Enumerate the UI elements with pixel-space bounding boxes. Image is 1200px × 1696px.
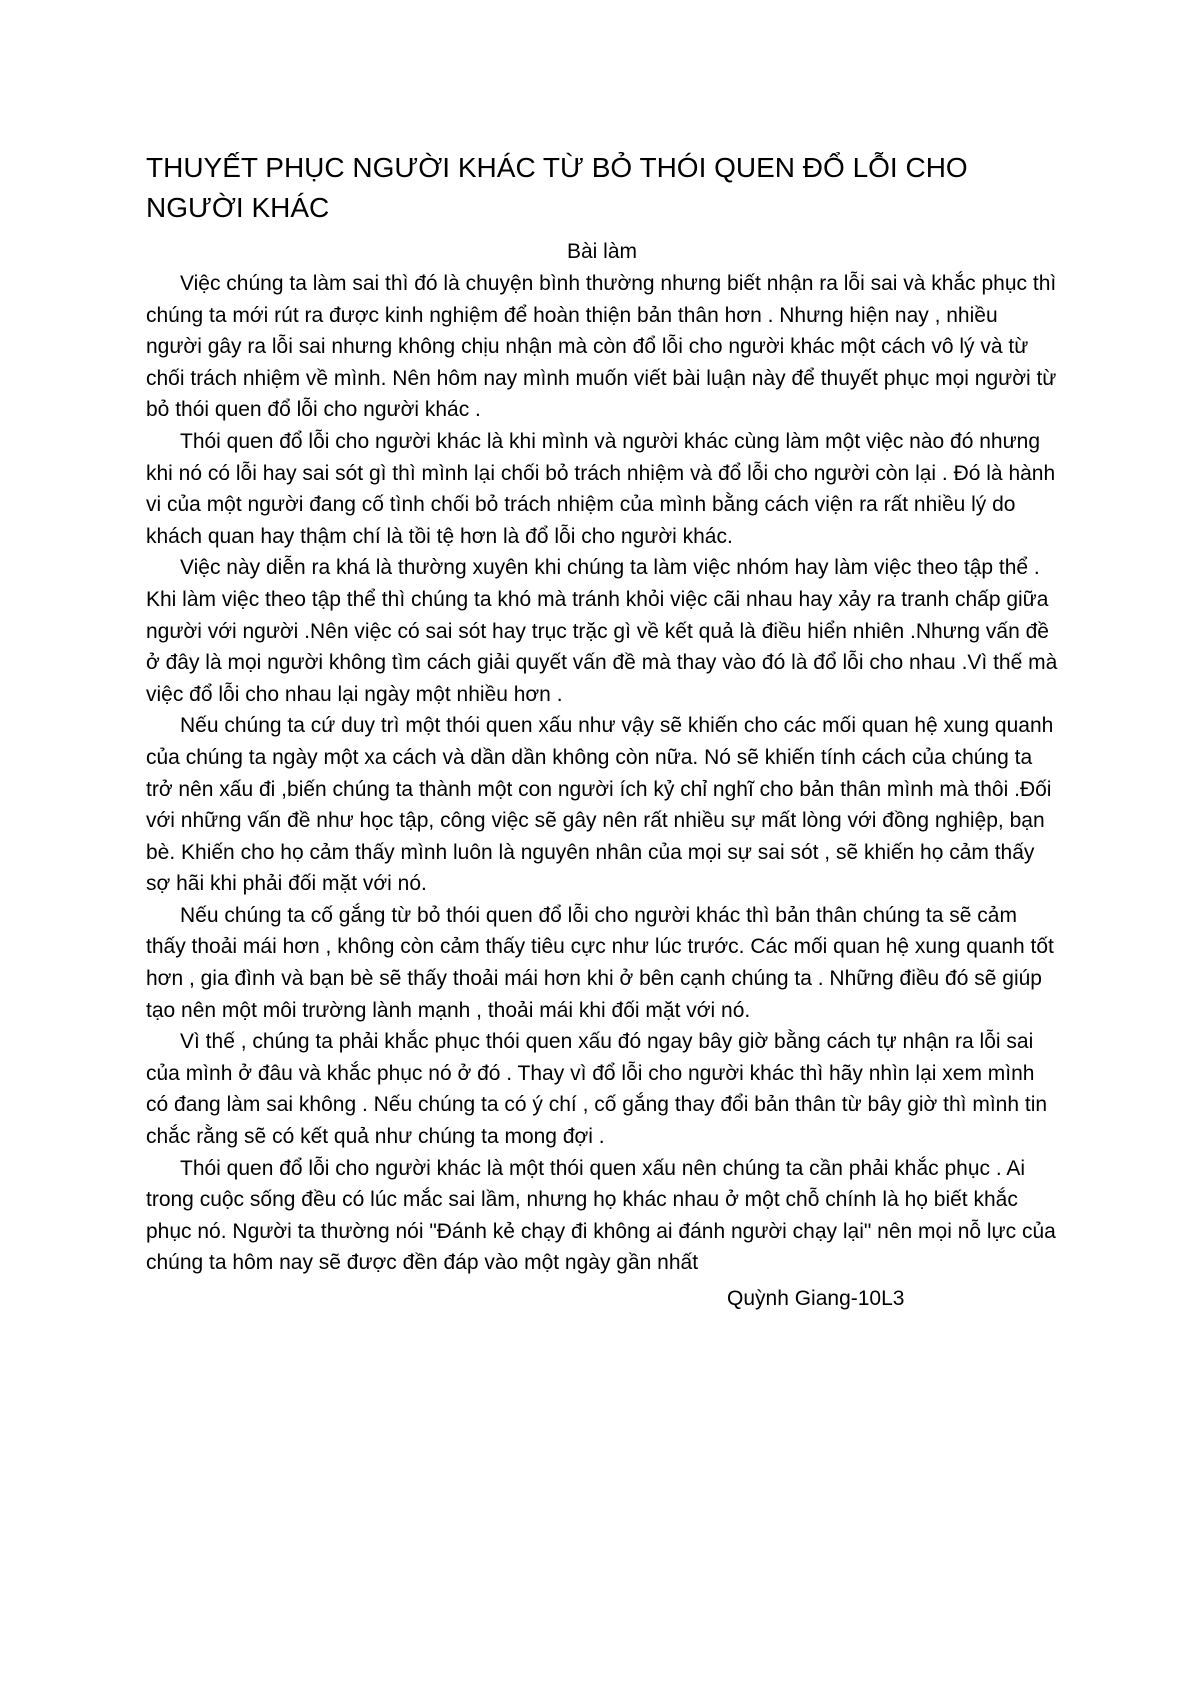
document-title: THUYẾT PHỤC NGƯỜI KHÁC TỪ BỎ THÓI QUEN ĐỔ LỖI CHO NGƯỜI KHÁC — [146, 152, 968, 223]
paragraph-consequences: Nếu chúng ta cứ duy trì một thói quen xấu như vậy sẽ khiến cho các mối quan hệ xung quanh của chúng ta ngày một xa cách và dần dần không còn nữa. Nó sẽ khiến tính cách của chúng ta trở nên xấu đi ,biến chúng ta thành một con người ích kỷ chỉ nghĩ cho bản thân mình mà thôi .Đối với những vấn đề như học tập, công việc sẽ gây nên rất nhiều sự mất lòng với đồng nghiệp, bạn bè. Khiến cho họ cảm thấy mình luôn là nguyên nhân của mọi sự sai sót , sẽ khiến họ cảm thấy sợ hãi khi phải đối mặt với nó. — [146, 714, 1054, 896]
document-subtitle: Bài làm — [566, 240, 638, 263]
paragraph-context: Việc này diễn ra khá là thường xuyên khi chúng ta làm việc nhóm hay làm việc theo tập thể . Khi làm việc theo tập thể thì chúng ta khó mà tránh khỏi việc cãi nhau hay xảy ra tranh chấp giữa người với người .Nên việc có sai sót hay trục trặc gì về kết quả là điều hiển nhiên .Nhưng vấn đề ở đây là mọi người không tìm cách giải quyết vấn đề mà thay vào đó là đổ lỗi cho nhau .Vì thế mà việc đổ lỗi cho nhau lại ngày một nhiều hơn . — [146, 556, 1058, 706]
paragraph-solution: Vì thế , chúng ta phải khắc phục thói quen xấu đó ngay bây giờ bằng cách tự nhận ra lỗi sai của mình ở đâu và khắc phục nó ở đó . Thay vì đổ lỗi cho người khác thì hãy nhìn lại xem mình có đang làm sai không . Nếu chúng ta có ý chí , cố gắng thay đổi bản thân từ bây giờ thì mình tin chắc rằng sẽ có kết quả như chúng ta mong đợi . — [146, 1030, 1048, 1149]
paragraph-benefits: Nếu chúng ta cố gắng từ bỏ thói quen đổ lỗi cho người khác thì bản thân chúng ta sẽ cảm thấy thoải mái hơn , không còn cảm thấy tiêu cực như lúc trước. Các mối quan hệ xung quanh tốt hơn , gia đình và bạn bè sẽ thấy thoải mái hơn khi ở bên cạnh chúng ta . Những điều đó sẽ giúp tạo nên một môi trường lành mạnh , thoải mái khi đối mặt với nó. — [146, 903, 1054, 1022]
document-body — [146, 148, 1058, 1315]
paragraph-intro: Việc chúng ta làm sai thì đó là chuyện bình thường nhưng biết nhận ra lỗi sai và khắc phục thì chúng ta mới rút ra được kinh nghiệm để hoàn thiện bản thân hơn . Nhưng hiện nay , nhiều người gây ra lỗi sai nhưng không chịu nhận mà còn đổ lỗi cho người khác một cách vô lý và từ chối trách nhiệm về mình. Nên hôm nay mình muốn viết bài luận này để thuyết phục mọi người từ bỏ thói quen đổ lỗi cho người khác . — [146, 272, 1057, 422]
author-signature: Quỳnh Giang-10L3 — [727, 1287, 905, 1310]
paragraph-definition: Thói quen đổ lỗi cho người khác là khi mình và người khác cùng làm một việc nào đó nhưng khi nó có lỗi hay sai sót gì thì mình lại chối bỏ trách nhiệm và đổ lỗi cho người còn lại . Đó là hành vi của một người đang cố tình chối bỏ trách nhiệm của mình bằng cách viện ra rất nhiều lý do khách quan hay thậm chí là tồi tệ hơn là đổ lỗi cho người khác. — [146, 429, 1056, 548]
paragraph-conclusion: Thói quen đổ lỗi cho người khác là một thói quen xấu nên chúng ta cần phải khắc phục . Ai trong cuộc sống đều có lúc mắc sai lầm, nhưng họ khác nhau ở một chỗ chính là họ biết khắc phục nó. Người ta thường nói "Đánh kẻ chạy đi không ai đánh người chạy lại" nên mọi nỗ lực của chúng ta hôm nay sẽ được đền đáp vào một ngày gần nhất — [146, 1156, 1056, 1275]
